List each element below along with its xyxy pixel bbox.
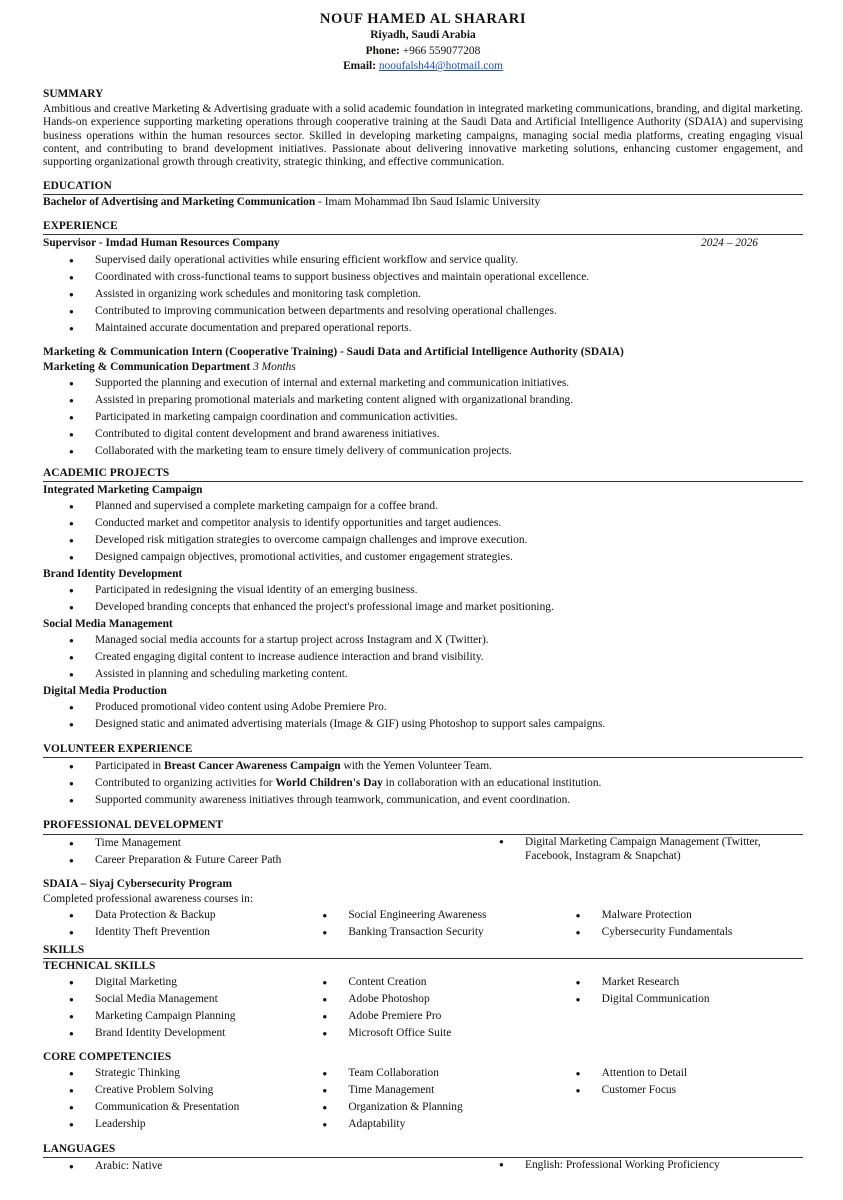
list-item: ● Career Preparation & Future Career Path — [43, 852, 473, 869]
experience-heading: EXPERIENCE — [43, 219, 803, 235]
list-item: ● Strategic Thinking — [43, 1065, 296, 1082]
candidate-name: NOUF HAMED AL SHARARI — [319, 11, 527, 27]
list-item: ● Managed social media accounts for a startup project across Instagram and X (Twitter). — [43, 632, 803, 649]
languages-left — [43, 1158, 473, 1175]
resume-page — [43, 10, 803, 1175]
list-item: ● Cybersecurity Fundamentals — [550, 924, 803, 941]
languages-columns — [43, 1158, 803, 1175]
technical-skills-heading: TECHNICAL SKILLS — [43, 959, 156, 972]
core-competencies — [43, 1065, 803, 1133]
volunteer-bullets — [43, 758, 803, 809]
languages-section — [43, 1142, 803, 1175]
list-item: ● Digital Marketing — [43, 974, 296, 991]
education-entry — [43, 195, 803, 210]
competency-column — [550, 1065, 803, 1133]
education-section — [43, 179, 803, 210]
school: - Imam Mohammad Ibn Saud Islamic University — [315, 196, 541, 209]
prodev-left-list — [43, 835, 473, 869]
campaign-name: Breast Cancer Awareness Campaign — [163, 760, 341, 773]
project-title: Brand Identity Development — [43, 567, 183, 580]
list-item: ● Time Management — [43, 835, 473, 852]
list-item: ● Marketing Campaign Planning — [43, 1008, 296, 1025]
list-item: ● Adobe Premiere Pro — [296, 1008, 549, 1025]
text-segment: in collaboration with an educational institution. — [382, 777, 602, 790]
list-item: ● Organization & Planning — [296, 1099, 549, 1116]
job-title: Marketing & Communication Intern (Cooperative Training) - Saudi Data and Artificial Intelligence Authority (SDAIA) — [43, 345, 624, 358]
list-item: ● Collaborated with the marketing team to ensure timely delivery of communication projects. — [43, 443, 803, 460]
list-item: ● Adaptability — [296, 1116, 549, 1133]
list-item: ● Time Management — [296, 1082, 549, 1099]
email-label: Email: — [343, 60, 376, 73]
phone-line — [43, 44, 803, 59]
list-item: ● Malware Protection — [550, 907, 803, 924]
course-column — [550, 907, 803, 941]
list-item: ● Maintained accurate documentation and prepared operational reports. — [43, 320, 803, 337]
list-item: ● Designed campaign objectives, promotional activities, and customer engagement strategies. — [43, 549, 803, 566]
prodev-heading: PROFESSIONAL DEVELOPMENT — [43, 818, 803, 834]
job-bullets — [43, 375, 803, 460]
list-item: ● Arabic: Native — [43, 1158, 473, 1175]
projects-section — [43, 466, 803, 733]
event-name: World Children's Day — [275, 777, 383, 790]
degree: Bachelor of Advertising and Marketing Communication — [43, 196, 316, 209]
sdaia-intro: Completed professional awareness courses in: — [43, 892, 254, 905]
text-segment: Participated in — [95, 760, 164, 773]
list-item — [43, 758, 803, 775]
list-item: ● Banking Transaction Security — [296, 924, 549, 941]
project-bullets — [43, 582, 803, 616]
list-item: ● Supervised daily operational activities while ensuring efficient workflow and service quality. — [43, 252, 803, 269]
list-item: ● Social Engineering Awareness — [296, 907, 549, 924]
experience-section — [43, 219, 803, 459]
list-item: ● Data Protection & Backup — [43, 907, 296, 924]
education-heading: EDUCATION — [43, 179, 803, 195]
list-item: ● Developed branding concepts that enhanced the project's professional image and market positioning. — [43, 599, 803, 616]
list-item: ● Created engaging digital content to increase audience interaction and brand visibility. — [43, 649, 803, 666]
list-item: ● Leadership — [43, 1116, 296, 1133]
list-item: ● Participated in marketing campaign coordination and communication activities. — [43, 409, 803, 426]
list-item: ● Produced promotional video content using Adobe Premiere Pro. — [43, 699, 803, 716]
job-header — [43, 236, 803, 251]
languages-heading: LANGUAGES — [43, 1142, 803, 1158]
volunteer-heading: VOLUNTEER EXPERIENCE — [43, 742, 803, 758]
list-item: ● Contributed to digital content development and brand awareness initiatives. — [43, 426, 803, 443]
summary-section — [43, 87, 803, 170]
text-segment: with the Yemen Volunteer Team. — [340, 760, 493, 773]
email-line — [43, 59, 803, 74]
prodev-section — [43, 818, 803, 940]
list-item: ● Conducted market and competitor analysis to identify opportunities and target audiences. — [43, 515, 803, 532]
prodev-columns — [43, 835, 803, 869]
languages-right — [473, 1158, 803, 1175]
skills-column — [550, 974, 803, 1042]
skills-column — [43, 974, 296, 1042]
list-item: ● Customer Focus — [550, 1082, 803, 1099]
list-item: ● Digital Communication — [550, 991, 803, 1008]
job-title: Supervisor - Imdad Human Resources Company — [43, 237, 280, 250]
list-item: ● Supported the planning and execution of internal and external marketing and communication initiatives. — [43, 375, 803, 392]
list-item: ● Social Media Management — [43, 991, 296, 1008]
job-bullets — [43, 252, 803, 337]
list-item: ● Coordinated with cross-functional teams to support business objectives and maintain operational excellence. — [43, 269, 803, 286]
skills-heading: SKILLS — [43, 943, 803, 959]
list-item: ● Developed risk mitigation strategies to overcome campaign challenges and improve execution. — [43, 532, 803, 549]
sdaia-courses — [43, 907, 803, 941]
project-title: Digital Media Production — [43, 685, 167, 697]
list-item: ● Market Research — [550, 974, 803, 991]
list-item: ● Team Collaboration — [296, 1065, 549, 1082]
phone-label: Phone: — [365, 44, 400, 57]
skills-section — [43, 943, 803, 1133]
summary-text: Ambitious and creative Marketing & Advertising graduate with a solid academic foundation in integrated marketing communications, branding, and digital marketing. Hands-on experience supporting marketing operations through cooperative training at the Saudi Data and Artificial Intelligence Authority (SDAIA) and supervising business operations within the human resources sector. Skilled in developing marketing campaigns, managing social media platforms, creating engaging visual content, and contributing to brand development initiatives. Passionate about delivering innovative marketing solutions, enhancing customer engagement, and supporting organizational growth through creativity, strategic thinking, and effective communication. — [43, 102, 803, 169]
core-competencies-heading: CORE COMPETENCIES — [43, 1050, 172, 1063]
prodev-right-list — [473, 835, 803, 869]
list-item: ● Planned and supervised a complete marketing campaign for a coffee brand. — [43, 498, 803, 515]
list-item: ● Assisted in organizing work schedules and monitoring task completion. — [43, 286, 803, 303]
resume-header — [43, 10, 803, 74]
list-item: ● Assisted in preparing promotional materials and marketing content aligned with organizational branding. — [43, 392, 803, 409]
volunteer-section — [43, 742, 803, 809]
projects-heading: ACADEMIC PROJECTS — [43, 466, 803, 482]
project-bullets — [43, 699, 803, 733]
list-item: ● Contributed to improving communication between departments and resolving operational challenges. — [43, 303, 803, 320]
list-item: ● Brand Identity Development — [43, 1025, 296, 1042]
job-duration: 3 Months — [253, 360, 296, 373]
list-item: ● English: Professional Working Proficiency — [473, 1158, 803, 1172]
job-date: 2024 – 2026 — [701, 237, 758, 250]
list-item: ● Creative Problem Solving — [43, 1082, 296, 1099]
list-item: ● Designed static and animated advertising materials (Image & GIF) using Photoshop to support sales campaigns. — [43, 716, 803, 733]
skills-column — [296, 974, 549, 1042]
project-title: Social Media Management — [43, 617, 173, 630]
list-item — [43, 775, 803, 792]
list-item: ● Microsoft Office Suite — [296, 1025, 549, 1042]
technical-skills — [43, 974, 803, 1042]
department-name: Marketing & Communication Department — [43, 360, 251, 373]
list-item: ● Assisted in planning and scheduling marketing content. — [43, 666, 803, 683]
job-department — [43, 360, 803, 375]
list-item: ● Digital Marketing Campaign Management (Twitter, Facebook, Instagram & Snapchat) — [473, 835, 803, 863]
phone-number: +966 559077208 — [402, 44, 481, 57]
competency-column — [296, 1065, 549, 1133]
list-item: ● Participated in redesigning the visual identity of an emerging business. — [43, 582, 803, 599]
list-item: ● Adobe Photoshop — [296, 991, 549, 1008]
sdaia-program-title: SDAIA – Siyaj Cybersecurity Program — [43, 877, 232, 890]
project-title: Integrated Marketing Campaign — [43, 483, 203, 496]
project-bullets — [43, 632, 803, 683]
list-item: ● Attention to Detail — [550, 1065, 803, 1082]
list-item: ● Communication & Presentation — [43, 1099, 296, 1116]
list-item: ● Supported community awareness initiatives through teamwork, communication, and event coordination. — [43, 792, 803, 809]
text-segment: Contributed to organizing activities for — [95, 777, 276, 790]
location: Riyadh, Saudi Arabia — [370, 29, 476, 42]
email-link[interactable]: nooufalsh44@hotmail.com — [378, 60, 503, 73]
summary-heading: SUMMARY — [43, 88, 104, 101]
list-item: ● Content Creation — [296, 974, 549, 991]
list-item: ● Identity Theft Prevention — [43, 924, 296, 941]
course-column — [296, 907, 549, 941]
course-column — [43, 907, 296, 941]
project-bullets — [43, 498, 803, 566]
competency-column — [43, 1065, 296, 1133]
